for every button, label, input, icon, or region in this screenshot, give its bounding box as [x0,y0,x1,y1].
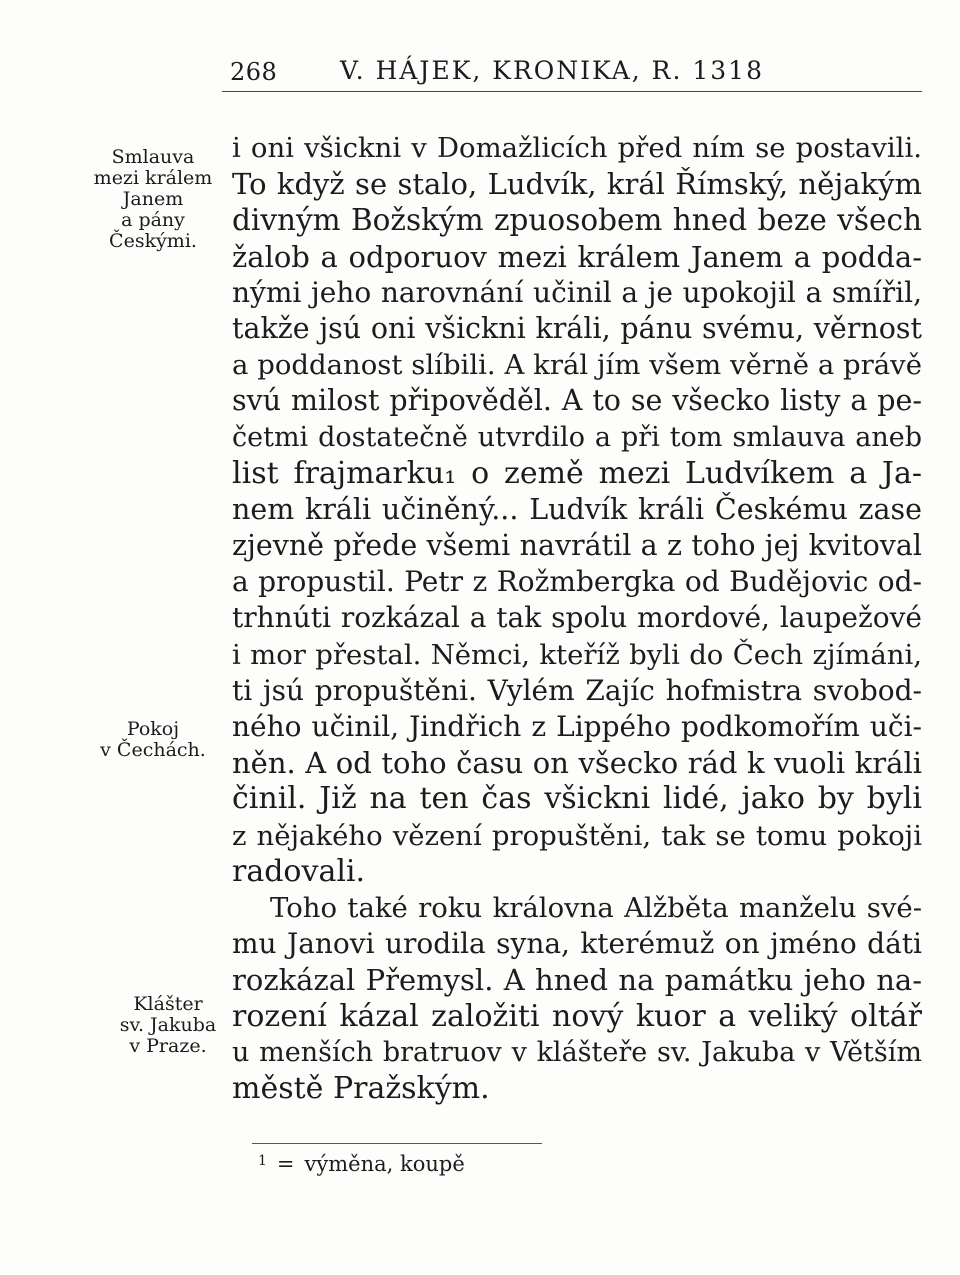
margin-note-line: Janem [122,188,184,210]
footnote-text: výměna, koupě [304,1152,465,1176]
text-line: list frajmarku₁ o země mezi Ludvíkem a Ja- [232,455,922,491]
text-line: zjevně přede všemi navrátil a z toho jej kvitoval [232,529,922,563]
text-line: mu Janovi urodila syna, kterémuž on jméno dáti [232,927,922,961]
text-line: To když se stalo, Ludvík, král Římský, nějakým [232,167,922,202]
text-line: radovali. [232,853,366,889]
text-line: takže jsú oni všickni králi, pánu svému, věrnost [232,311,922,345]
text-line: i mor přestal. Němci, kteříž byli do Čech zjímáni, [232,638,922,671]
text-line: divným Božským zpuosobem hned beze všech [232,203,922,238]
footnote [258,1152,465,1176]
margin-note-line: v Čechách. [100,739,206,761]
margin-note-line: a pány [121,209,185,231]
margin-note-line: Klášter [133,993,203,1015]
margin-note-peace [78,719,228,761]
text-line: žalob a odporuov mezi králem Janem a podda- [232,239,922,274]
header-rule [222,91,922,92]
text-line: z nějakého vězení propuštěni, tak se tomu pokoji [232,819,922,852]
margin-note-line: v Praze. [129,1035,207,1057]
text-line: ti jsú propuštěni. Vylém Zajíc hofmistra svobod- [232,673,922,707]
margin-note-line: mezi králem [93,167,213,189]
page-header [222,52,922,92]
footnote-rule [252,1143,542,1144]
margin-note-monastery [93,994,243,1057]
text-line: ného učinil, Jindřich z Lippého podkomořím uči- [232,710,922,743]
text-line: četmi dostatečně utvrdilo a při tom smlauva aneb [232,421,922,453]
body-text [232,130,922,1107]
running-title: V. HÁJEK, KRONIKA, R. 1318 [340,56,764,85]
text-line: rozkázal Přemysl. A hned na památku jeho na- [232,963,922,998]
text-line: nými jeho narovnání učinil a je upokojil a smířil, [232,275,922,309]
text-line: i oni všickni v Domažlicích před ním se postavili. [232,132,922,164]
text-line: něn. A od toho času on všecko rád k vuoli králi [232,746,922,781]
text-line: rození kázal založiti nový kuor a veliký oltář [232,998,922,1034]
margin-note-line: Smlauva [111,146,195,168]
margin-note-line: sv. Jakuba [119,1014,217,1036]
text-line: trhnúti rozkázal a tak spolu mordové, laupežové [232,601,922,635]
page-number: 268 [230,58,278,86]
text-line: městě Pražským. [232,1070,490,1106]
margin-note-treaty [78,147,228,252]
margin-note-line: Pokoj [126,718,180,740]
text-line: a poddanost slíbili. A král jím všem věrně a právě [232,349,922,382]
text-line: nem králi učiněný... Ludvík králi Českému zase [232,492,922,526]
text-line: u menších bratruov v klášteře sv. Jakuba v Větším [232,1036,922,1068]
margin-note-line: Českými. [109,230,197,252]
footnote-mark: 1 [258,1153,267,1169]
footnote-sign: = [276,1152,295,1176]
text-line: svú milost připověděl. A to se všecko listy a pe- [232,384,922,418]
text-line: Toho také roku královna Alžběta manželu své- [270,891,922,924]
text-line: a propustil. Petr z Rožmbergka od Budějovic od- [232,565,922,599]
text-line: činil. Již na ten čas všickni lidé, jako by byli [232,781,922,817]
